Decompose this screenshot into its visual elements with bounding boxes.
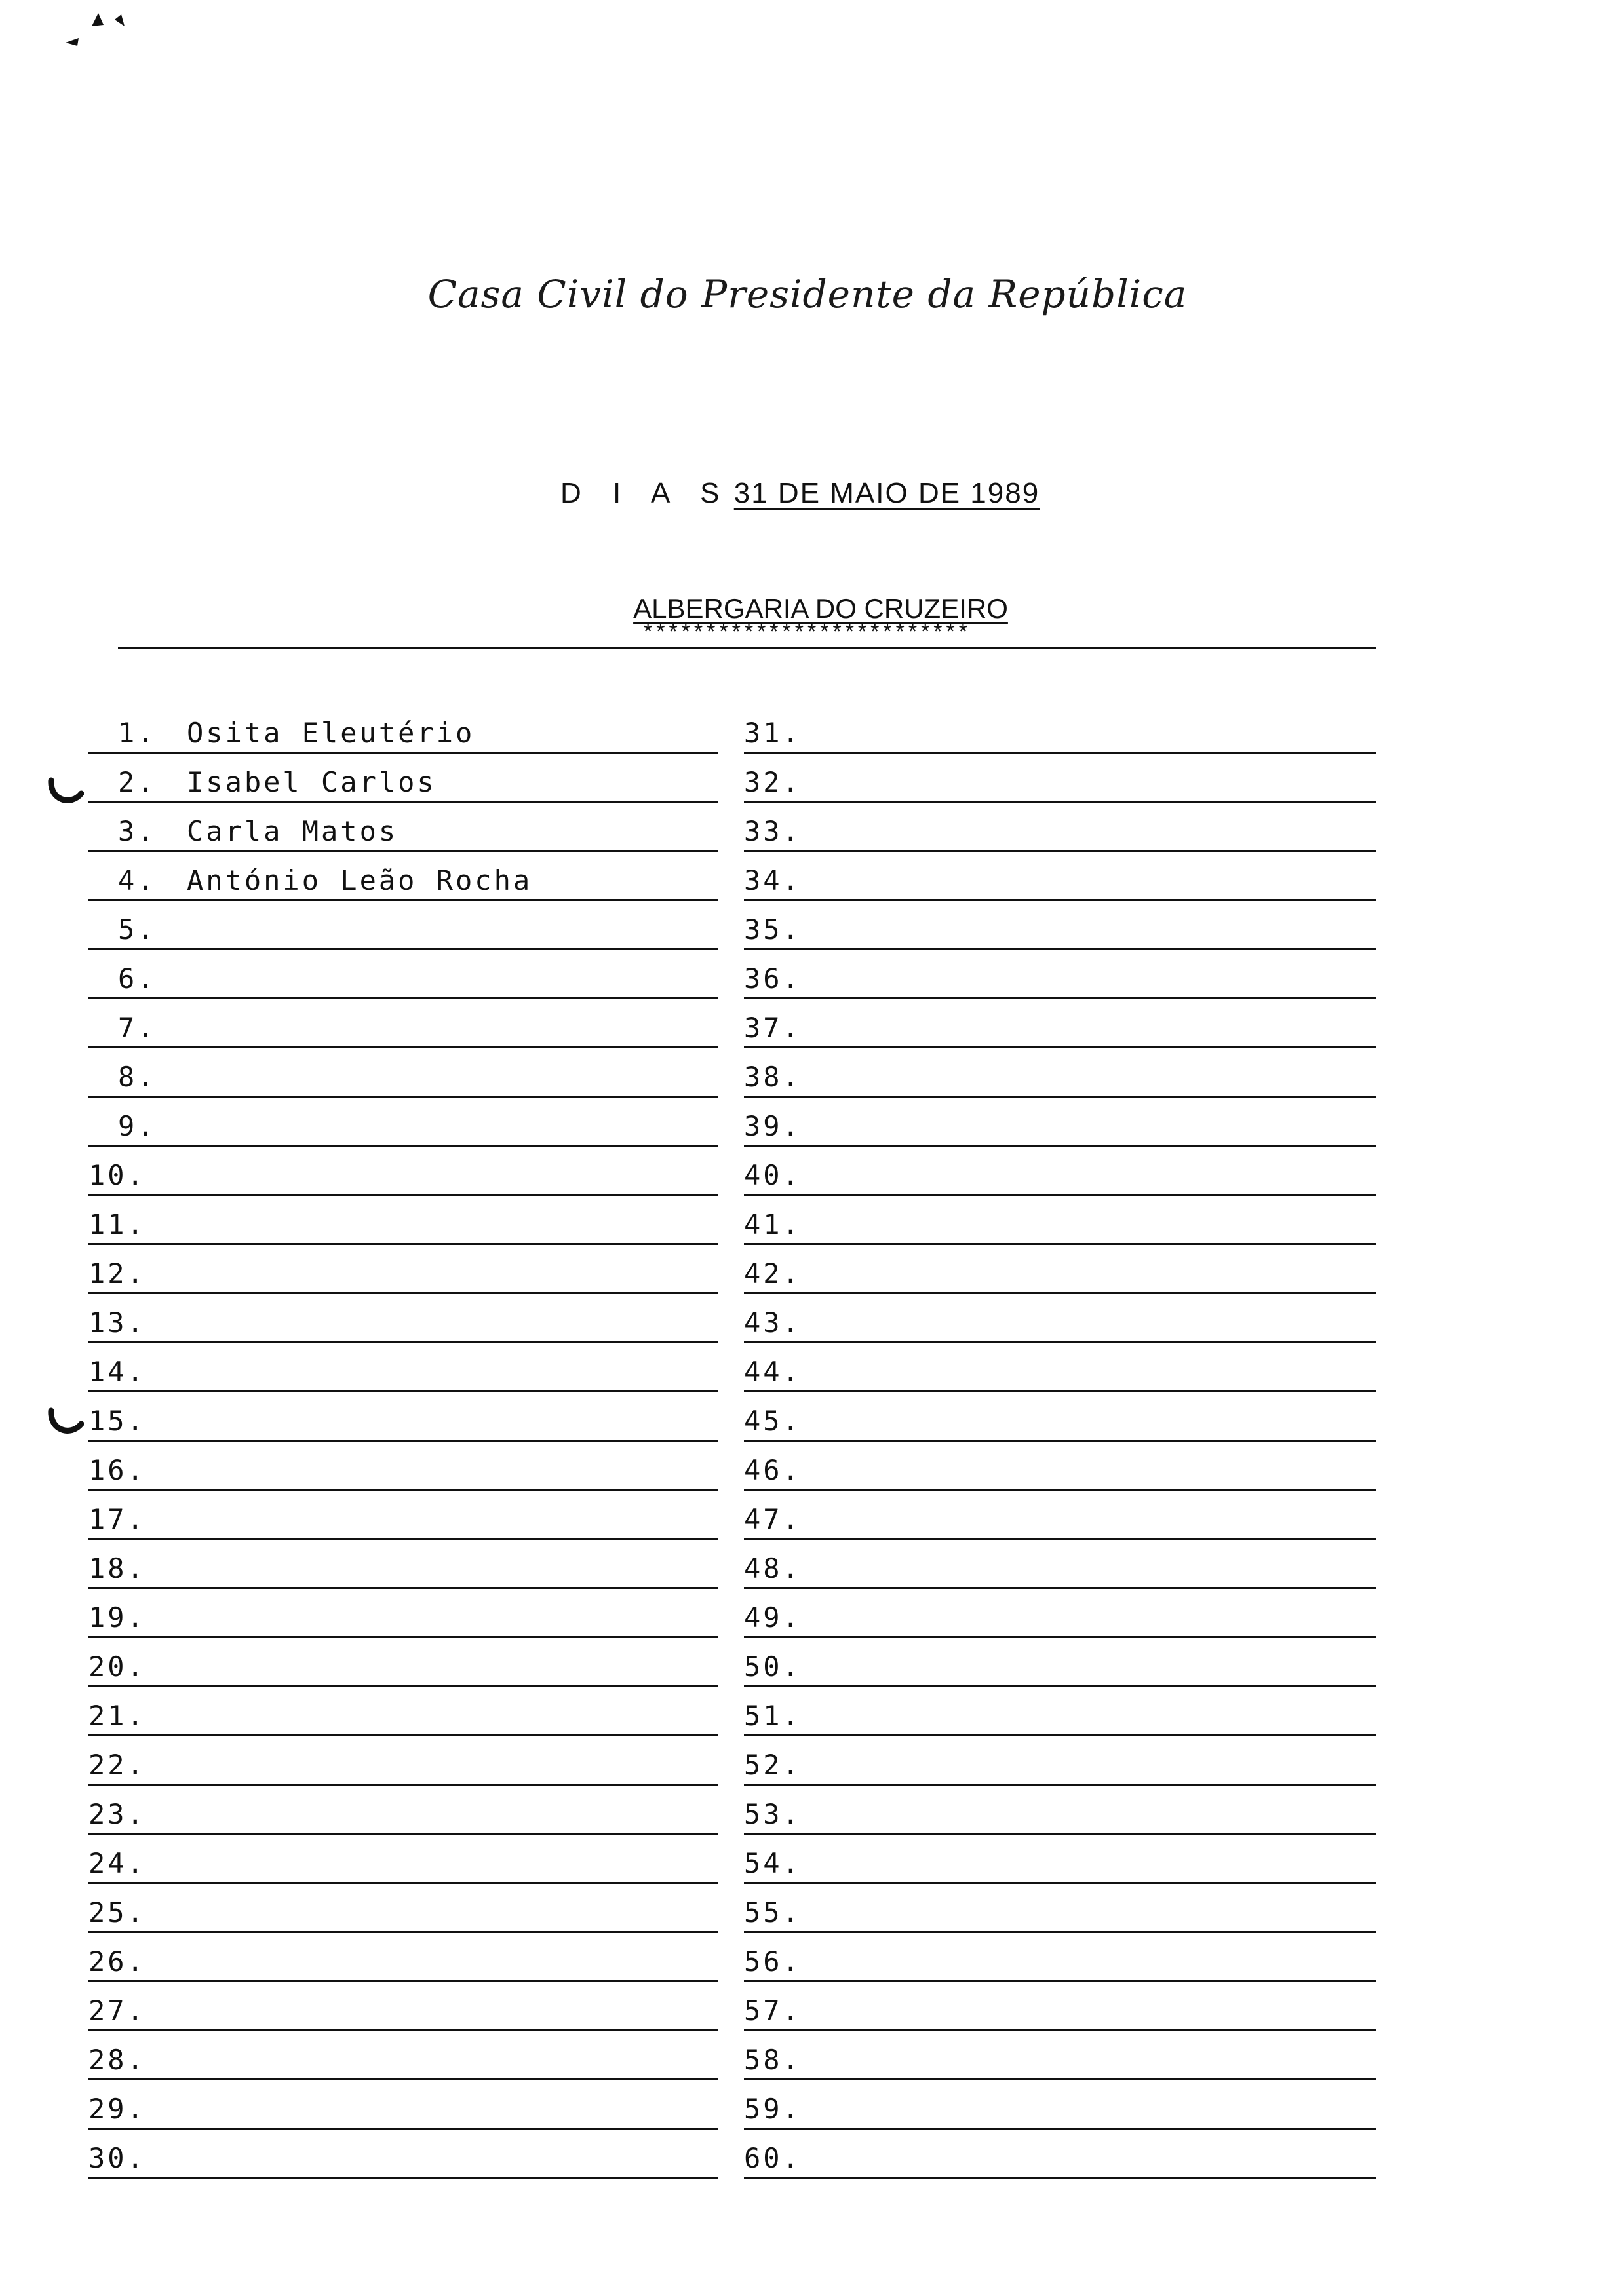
list-item <box>744 999 1376 1048</box>
list-item-number: 3. <box>118 815 157 847</box>
list-item-number: 21. <box>88 1700 146 1732</box>
list-item-number: 56. <box>744 1945 802 1978</box>
date-value: 31 DE MAIO DE 1989 <box>733 477 1040 509</box>
list-item <box>88 950 718 999</box>
list-item <box>744 1147 1376 1196</box>
list-item <box>744 1048 1376 1098</box>
list-item-number: 40. <box>744 1159 802 1191</box>
list-item <box>88 1048 718 1098</box>
list-item-number: 51. <box>744 1700 802 1732</box>
list-item <box>744 852 1376 901</box>
list-item-number: 4. <box>118 864 157 896</box>
list-item-number: 31. <box>744 717 802 749</box>
list-item-number: 2. <box>118 766 157 798</box>
list-item <box>744 1835 1376 1884</box>
list-item-number: 43. <box>744 1307 802 1339</box>
list-item-number: 58. <box>744 2044 802 2076</box>
list-item <box>744 1786 1376 1835</box>
list-item <box>88 1343 718 1392</box>
list-item-number: 34. <box>744 864 802 896</box>
list-item-number: 39. <box>744 1110 802 1142</box>
list-item-number: 49. <box>744 1601 802 1634</box>
list-item-number: 18. <box>88 1552 146 1584</box>
date-prefix: D I A S <box>560 477 731 509</box>
list-item <box>88 803 718 852</box>
list-item-number: 38. <box>744 1061 802 1093</box>
list-item <box>88 1933 718 1982</box>
list-item <box>744 901 1376 950</box>
list-item-number: 53. <box>744 1798 802 1830</box>
list-item <box>744 1196 1376 1245</box>
list-item-number: 35. <box>744 913 802 946</box>
list-item <box>744 1343 1376 1392</box>
list-item-number: 41. <box>744 1208 802 1240</box>
list-item-number: 26. <box>88 1945 146 1978</box>
list-item <box>744 1098 1376 1147</box>
list-item-number: 24. <box>88 1847 146 1879</box>
list-item <box>88 1098 718 1147</box>
list-item <box>744 803 1376 852</box>
list-item-number: 15. <box>88 1405 146 1437</box>
list-item-number: 1. <box>118 717 157 749</box>
list-item <box>744 1933 1376 1982</box>
list-item-number: 54. <box>744 1847 802 1879</box>
letterhead-title: Casa Civil do Presidente da República <box>427 272 1188 316</box>
list-item-number: 59. <box>744 2093 802 2125</box>
list-item-number: 12. <box>88 1257 146 1290</box>
list-item <box>744 1687 1376 1736</box>
list-item-number: 52. <box>744 1749 802 1781</box>
list-item-number: 37. <box>744 1012 802 1044</box>
list-item-name: António Leão Rocha <box>187 864 533 896</box>
list-item <box>744 2031 1376 2080</box>
list-item <box>744 1540 1376 1589</box>
list-item <box>88 1736 718 1786</box>
list-item <box>744 2080 1376 2130</box>
list-item-number: 23. <box>88 1798 146 1830</box>
list-item <box>88 1294 718 1343</box>
list-item-number: 7. <box>118 1012 157 1044</box>
hotel-name: ALBERGARIA DO CRUZEIRO <box>633 593 1008 624</box>
list-item-number: 46. <box>744 1454 802 1486</box>
list-item <box>88 1687 718 1736</box>
list-item-number: 25. <box>88 1896 146 1928</box>
list-item-number: 22. <box>88 1749 146 1781</box>
list-item-number: 20. <box>88 1651 146 1683</box>
list-item <box>88 1491 718 1540</box>
list-item <box>88 1884 718 1933</box>
list-item-number: 33. <box>744 815 802 847</box>
list-item <box>88 1442 718 1491</box>
list-item <box>88 2130 718 2179</box>
list-item-number: 57. <box>744 1995 802 2027</box>
list-item-number: 19. <box>88 1601 146 1634</box>
list-item-number: 55. <box>744 1896 802 1928</box>
list-item <box>88 1835 718 1884</box>
list-item-number: 48. <box>744 1552 802 1584</box>
horizontal-rule <box>118 647 1376 649</box>
list-item <box>88 704 718 754</box>
list-item-number: 42. <box>744 1257 802 1290</box>
list-item-number: 45. <box>744 1405 802 1437</box>
list-item-number: 8. <box>118 1061 157 1093</box>
list-item <box>744 2130 1376 2179</box>
list-item <box>88 2031 718 2080</box>
list-item <box>88 2080 718 2130</box>
list-item-number: 16. <box>88 1454 146 1486</box>
list-item-number: 14. <box>88 1356 146 1388</box>
list-item-number: 29. <box>88 2093 146 2125</box>
list-item <box>88 1638 718 1687</box>
list-item-number: 50. <box>744 1651 802 1683</box>
list-item-number: 32. <box>744 766 802 798</box>
list-item-number: 13. <box>88 1307 146 1339</box>
list-item <box>744 1491 1376 1540</box>
list-item <box>88 1786 718 1835</box>
list-item <box>88 852 718 901</box>
list-item-number: 5. <box>118 913 157 946</box>
list-item <box>88 1196 718 1245</box>
list-item-number: 28. <box>88 2044 146 2076</box>
list-item-number: 60. <box>744 2142 802 2174</box>
handwritten-check-mark <box>47 1407 84 1438</box>
list-item <box>88 901 718 950</box>
guest-list-right <box>744 704 1376 2179</box>
list-item-name: Isabel Carlos <box>187 766 437 798</box>
list-item <box>744 1245 1376 1294</box>
list-item-number: 47. <box>744 1503 802 1535</box>
list-item-name: Carla Matos <box>187 815 399 847</box>
list-item-number: 9. <box>118 1110 157 1142</box>
list-item <box>88 1245 718 1294</box>
list-item <box>88 1540 718 1589</box>
list-item <box>744 754 1376 803</box>
list-item-name: Osita Eleutério <box>187 717 475 749</box>
list-item <box>88 1982 718 2031</box>
list-item-number: 10. <box>88 1159 146 1191</box>
guest-list-left <box>88 704 718 2179</box>
list-item-number: 36. <box>744 963 802 995</box>
list-item-number: 27. <box>88 1995 146 2027</box>
date-line <box>560 477 1040 510</box>
list-item <box>88 1147 718 1196</box>
list-item <box>744 1982 1376 2031</box>
list-item <box>744 1638 1376 1687</box>
list-item-number: 6. <box>118 963 157 995</box>
list-item <box>88 1589 718 1638</box>
list-item-number: 30. <box>88 2142 146 2174</box>
list-item <box>88 1392 718 1442</box>
list-item <box>744 1294 1376 1343</box>
list-item <box>88 754 718 803</box>
list-item <box>88 999 718 1048</box>
asterisk-divider: ************************** <box>643 619 972 644</box>
list-item-number: 11. <box>88 1208 146 1240</box>
scan-mark-top-left <box>59 7 157 52</box>
list-item <box>744 1442 1376 1491</box>
list-item-number: 17. <box>88 1503 146 1535</box>
list-item <box>744 1884 1376 1933</box>
list-item <box>744 950 1376 999</box>
list-item-number: 44. <box>744 1356 802 1388</box>
list-item <box>744 1589 1376 1638</box>
list-item <box>744 704 1376 754</box>
list-item <box>744 1392 1376 1442</box>
handwritten-check-mark <box>47 776 84 808</box>
list-item <box>744 1736 1376 1786</box>
